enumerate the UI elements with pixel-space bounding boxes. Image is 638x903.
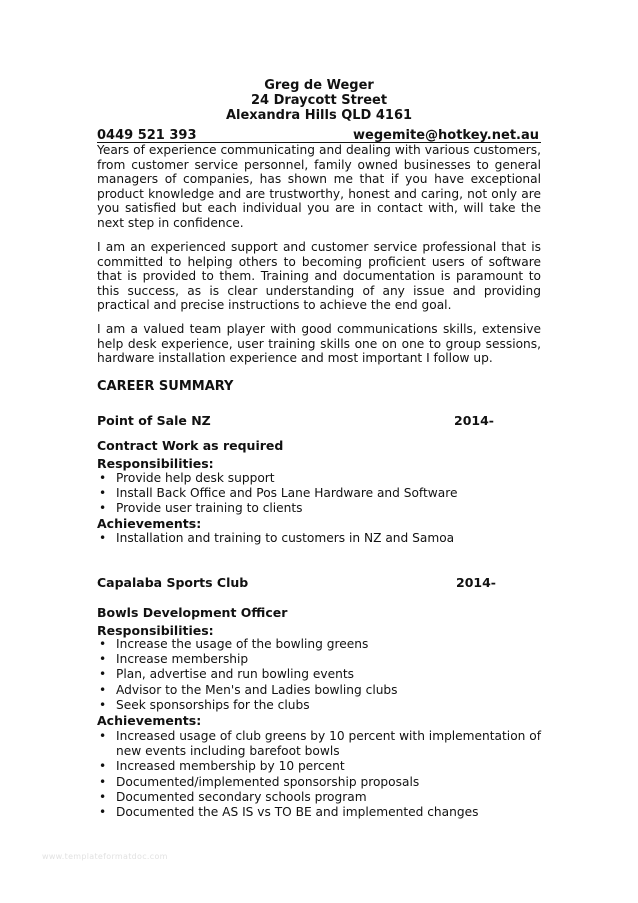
list-item: • Provide help desk support: [97, 471, 541, 486]
intro-paragraph-3: I am a valued team player with good communications skills, extensive help desk experience, user training skills one on one to group sessions, hardware installation experience and most important I follow up.: [97, 322, 541, 366]
list-item: • Advisor to the Men's and Ladies bowling clubs: [97, 683, 541, 698]
responsibilities-label: Responsibilities:: [97, 456, 214, 471]
responsibilities-label: Responsibilities:: [97, 623, 214, 638]
email-address: wegemite@hotkey.net.au: [353, 128, 539, 143]
job-header: [97, 575, 541, 590]
contact-line: [97, 128, 541, 143]
responsibilities-list: [97, 637, 541, 713]
address-street: 24 Draycott Street: [250, 93, 388, 108]
list-item: • Increased membership by 10 percent: [97, 759, 541, 774]
list-item: • Increased usage of club greens by 10 percent with implementation of new events including barefoot bowls: [97, 729, 541, 759]
list-item: • Documented secondary schools program: [97, 790, 541, 805]
list-item: • Documented the AS IS vs TO BE and implemented changes: [97, 805, 541, 820]
achievements-list: [97, 531, 541, 546]
intro-paragraph-1: Years of experience communicating and dealing with various customers, from customer service personnel, family owned businesses to general managers of companies, has shown me that if you have exceptional product knowledge and are trustworthy, honest and caring, not only are you satisfied but each individual you are in contact with, will take the next step in confidence.: [97, 143, 541, 230]
responsibilities-list: [97, 471, 541, 517]
list-item: • Seek sponsorships for the clubs: [97, 698, 541, 713]
job-year: 2014-: [456, 575, 496, 590]
list-item: • Increase membership: [97, 652, 541, 667]
job-header: [97, 413, 541, 428]
list-item: • Install Back Office and Pos Lane Hardware and Software: [97, 486, 541, 501]
employer-name: Capalaba Sports Club: [97, 575, 249, 590]
list-item: • Increase the usage of the bowling greens: [97, 637, 541, 652]
list-item: • Provide user training to clients: [97, 501, 541, 516]
achievements-label: Achievements:: [97, 516, 202, 531]
job-year: 2014-: [454, 413, 494, 428]
address-city: Alexandra Hills QLD 4161: [225, 108, 413, 123]
intro-paragraph-2: I am an experienced support and customer service professional that is committed to helping others to becoming proficient users of software that is provided to them. Training and documentation is paramount to this success, as is clear understanding of any issue and providing practical and precise instructions to achieve the end goal.: [97, 240, 541, 313]
resume-name: Greg de Weger: [264, 78, 374, 93]
job-role: Contract Work as required: [97, 438, 284, 453]
achievements-label: Achievements:: [97, 713, 202, 728]
list-item: • Installation and training to customers in NZ and Samoa: [97, 531, 541, 546]
list-item: • Documented/implemented sponsorship proposals: [97, 775, 541, 790]
watermark: www.templateformatdoc.com: [42, 852, 168, 861]
achievements-list: [97, 729, 541, 820]
career-summary-heading: CAREER SUMMARY: [97, 379, 234, 394]
list-item: • Plan, advertise and run bowling events: [97, 667, 541, 682]
employer-name: Point of Sale NZ: [97, 413, 211, 428]
job-role: Bowls Development Officer: [97, 605, 288, 620]
phone-number: 0449 521 393: [97, 128, 197, 143]
